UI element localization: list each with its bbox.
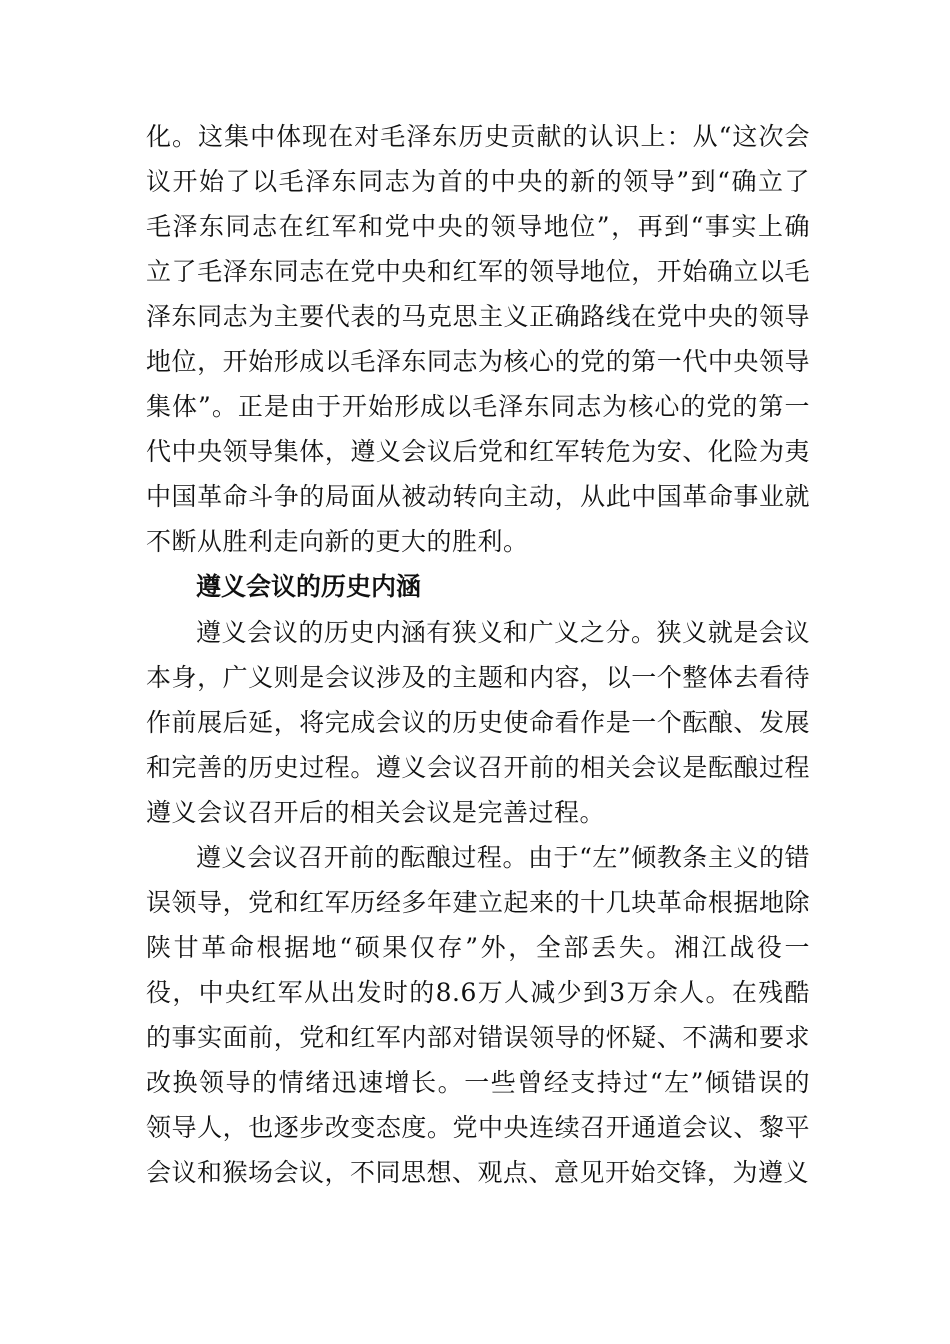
body-paragraph-2: 遵义会议的历史内涵有狭义和广义之分。狭义就是会议本身，广义则是会议涉及的主题和内容，以一个整体去看待作前展后延，将完成会议的历史使命看作是一个酝酿、发展和完善的历史过程。遵义会议召开前的相关会议是酝酿过程遵义会议召开后的相关会议是完善过程。 bbox=[146, 618, 810, 827]
body-paragraph-3: 遵义会议召开前的酝酿过程。由于“左”倾教条主义的错误领导，党和红军历经多年建立起来的十几块革命根据地除陕甘革命根据地“硕果仅存”外，全部丢失。湘江战役一役，中央红军从出发时的8.6万人减少到3万余人。在残酷的事实面前，党和红军内部对错误领导的怀疑、不满和要求改换领导的情绪迅速增长。一些曾经支持过“左”倾错误的领导人，也逐步改变态度。党中央连续召开通道会议、黎平会议和猴场会议，不同思想、观点、意见开始交锋，为遵义 bbox=[146, 843, 810, 1187]
section-heading: 遵义会议的历史内涵 bbox=[196, 572, 422, 601]
body-paragraph-1: 化。这集中体现在对毛泽东历史贡献的认识上：从“这次会议开始了以毛泽东同志为首的中央的新的领导”到“确立了毛泽东同志在红军和党中央的领导地位”，再到“事实上确立了毛泽东同志在党中央和红军的领导地位，开始确立以毛泽东同志为主要代表的马克思主义正确路线在党中央的领导地位，开始形成以毛泽东同志为核心的党的第一代中央领导集体”。正是由于开始形成以毛泽东同志为核心的党的第一代中央领导集体，遵义会议后党和红军转危为安、化险为夷中国革命斗争的局面从被动转向主动，从此中国革命事业就不断从胜利走向新的更大的胜利。 bbox=[146, 122, 810, 556]
